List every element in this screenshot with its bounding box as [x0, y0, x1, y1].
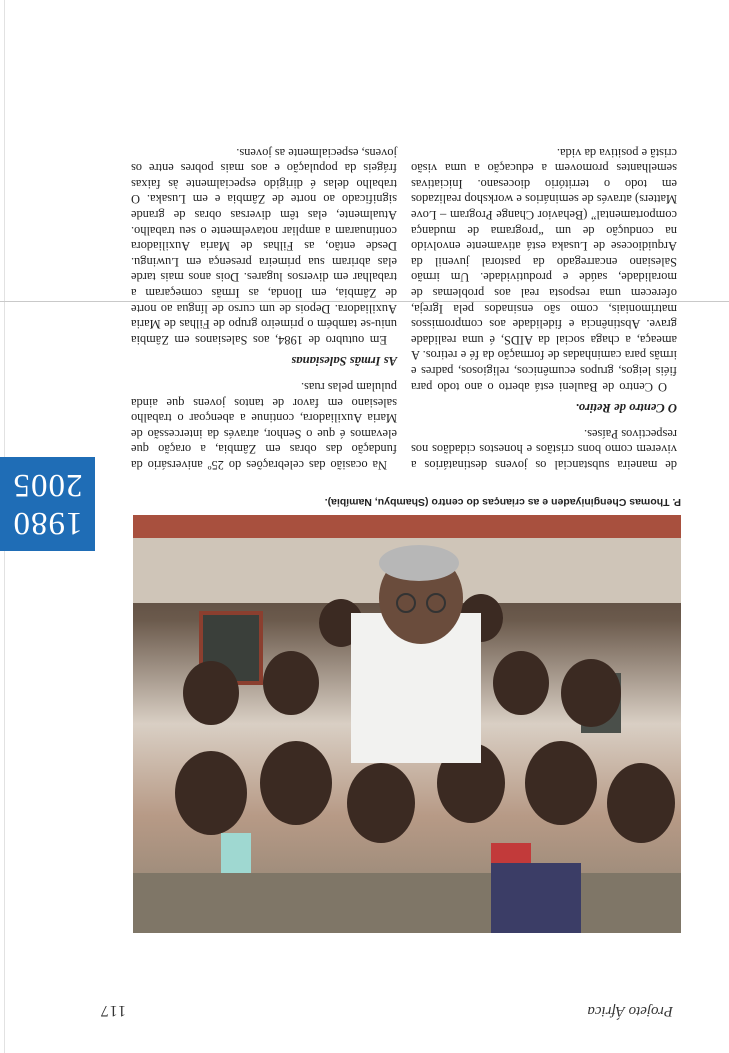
paragraph: O Centro de Bauleni está aberto o ano todo para fiéis leigos, grupos ecumênicos, religiosos, padres e irmãs para caminhadas de formação da fé e retiros. A ameaça, a chaga social da AIDS, é uma realidade grave. Abstinência e fidelidade aos compromissos matrimoniais, como são ensinados pela Igreja, oferecem uma resposta real aos problemas de moralidade, saúde e produtividade. Um irmão Salesiano encarregado da pastoral juvenil da Arquidiocese de Lusaka está ativamente envolvido na condução de um “programa de mudança comportamental” (Behavior Change Program – Love Matters) através de seminários e workshop realizados em todo o território diocesano. Iniciativas semelhantes promovem a educação a uma visão cristã e positiva da vida. [411, 145, 677, 394]
page-number: 117 [99, 1002, 126, 1019]
paragraph: Em outubro de 1984, aos Salesianos em Zâmbia uniu-se também o primeiro grupo de Filhas de Maria Auxiliadora. Depois de um curso de língua ao norte de Zâmbia, em Ilonda, as Irmãs começaram a trabalhar em diversos lugares. Dois anos mais tarde elas abriram sua primeira presença em Luwingu. Desde então, as Filhas de Maria Auxiliadora continuaram a ampliar notavelmente o seu trabalho. Atualmente, elas têm diversas obras de grande significado ao norte de Zâmbia e em Lusaka. O trabalho delas é dirigido especialmente às faixas frágeis da população e aos mais pobres entre os jovens, especialmente as jovens. [131, 145, 397, 347]
section-heading-salesian-sisters: As Irmãs Salesianas [291, 354, 397, 369]
photo-caption: P. Thomas Chenginiyaden e as crianças do centro (Shambyu, Namíbia). [324, 496, 681, 508]
paragraph: Na ocasião das celebrações do 25º aniversário da fundação das obras em Zâmbia, a oração que elevamos é que o Senhor, através da intercessão de Maria Auxiliadora, continue a abençoar o trabalho salesiano em favor de tantos jovens que ainda pululam pelas ruas. [131, 380, 397, 472]
badge-year-start: 1980 [12, 505, 83, 541]
photo-roof-edge [133, 515, 681, 538]
badge-year-end: 2005 [12, 467, 83, 503]
section-title: Projeto África [587, 1003, 673, 1019]
group-photo-illustration [133, 515, 681, 933]
paragraph: de maneira substancial os jovens destinatários a viverem como bons cristãos e honestos cidadãos nos respectivos Países. [411, 426, 677, 472]
section-heading-retreat-center: O Centro de Retiro. [575, 401, 677, 416]
group-photo [133, 515, 681, 933]
anniversary-badge [0, 457, 95, 551]
text-column-right [131, 134, 397, 472]
text-column-left [411, 134, 677, 472]
photo-floor [133, 873, 681, 933]
